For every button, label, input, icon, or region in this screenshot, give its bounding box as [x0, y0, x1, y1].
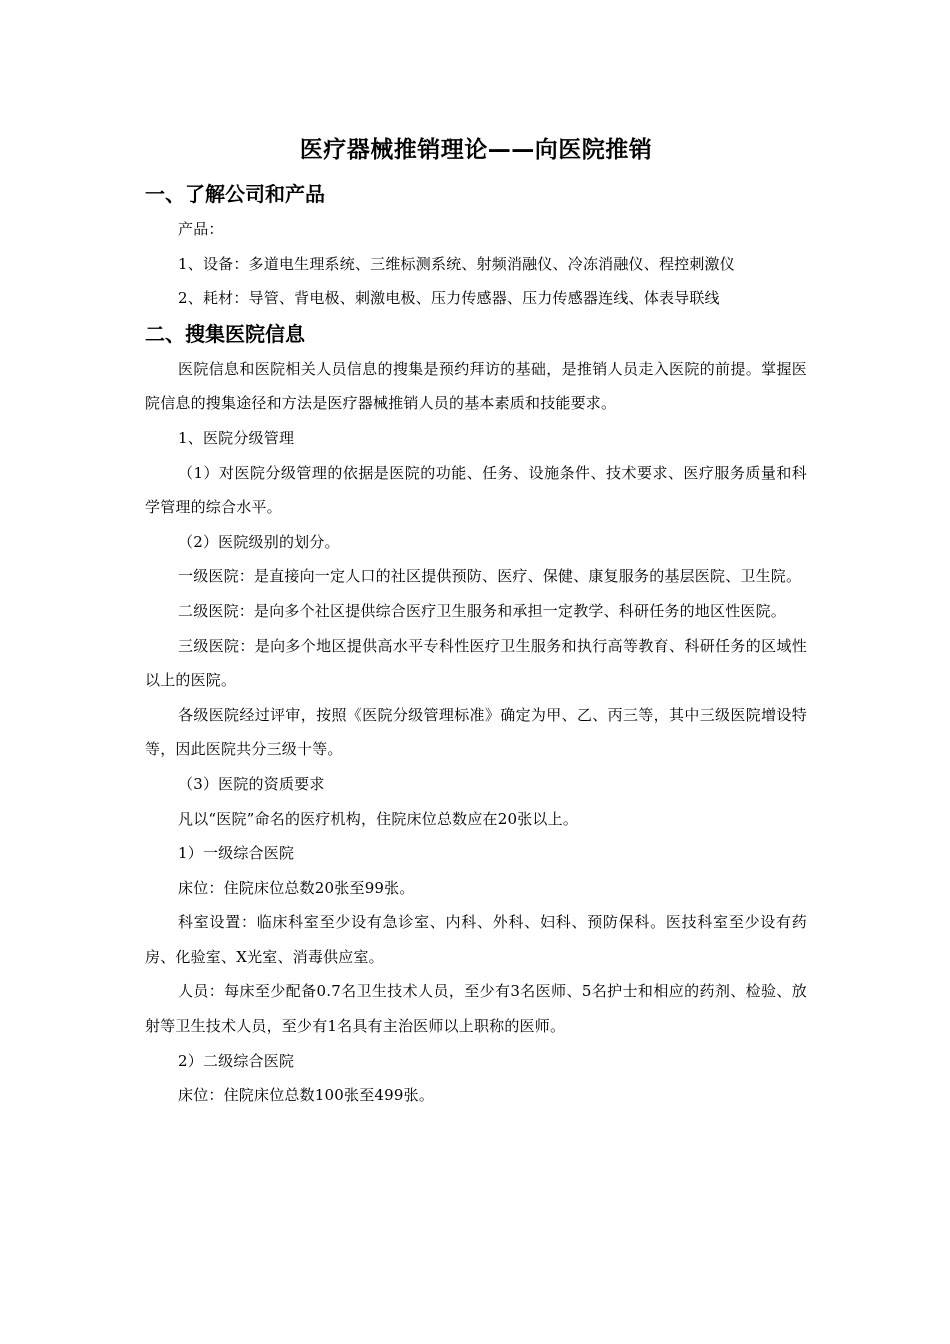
paragraph: 三级医院：是向多个地区提供高水平专科性医疗卫生服务和执行高等教育、科研任务的区域性以上的医院。 — [145, 636, 807, 690]
document-title: 医疗器械推销理论——向医院推销 — [299, 137, 653, 163]
paragraph: 凡以“医院”命名的医疗机构，住院床位总数应在20张以上。 — [178, 809, 579, 828]
paragraph: 1、设备：多道电生理系统、三维标测系统、射频消融仪、冷冻消融仪、程控刺激仪 — [178, 254, 735, 273]
document-page — [145, 130, 807, 1113]
section-heading: 二、搜集医院信息 — [145, 321, 305, 346]
paragraph: 人员：每床至少配备0.7名卫生技术人员，至少有3名医师、5名护士和相应的药剂、检验、放射等卫生技术人员，至少有1名具有主治医师以上职称的医师。 — [145, 982, 807, 1036]
paragraph: （1）对医院分级管理的依据是医院的功能、任务、设施条件、技术要求、医疗服务质量和科学管理的综合水平。 — [145, 463, 807, 517]
section-heading: 一、了解公司和产品 — [145, 182, 325, 206]
paragraph: （2）医院级别的划分。 — [178, 532, 340, 551]
paragraph: 床位：住院床位总数100张至499张。 — [178, 1086, 435, 1105]
paragraph: 各级医院经过评审，按照《医院分级管理标准》确定为甲、乙、丙三等，其中三级医院增设特等，因此医院共分三级十等。 — [145, 705, 807, 759]
paragraph: （3）医院的资质要求 — [178, 774, 325, 793]
paragraph: 科室设置：临床科室至少设有急诊室、内科、外科、妇科、预防保科。医技科室至少设有药房、化验室、X光室、消毒供应室。 — [145, 913, 807, 966]
paragraph: 2、耗材：导管、背电极、刺激电极、压力传感器、压力传感器连线、体表导联线 — [178, 289, 720, 308]
paragraph: 1）一级综合医院 — [178, 844, 295, 863]
paragraph: 一级医院：是直接向一定人口的社区提供预防、医疗、保健、康复服务的基层医院、卫生院。 — [178, 567, 802, 586]
paragraph: 1、医院分级管理 — [178, 428, 295, 447]
paragraph: 2）二级综合医院 — [178, 1051, 295, 1070]
paragraph: 医院信息和医院相关人员信息的搜集是预约拜访的基础，是推销人员走入医院的前提。掌握医院信息的搜集途径和方法是医疗器械推销人员的基本素质和技能要求。 — [145, 359, 807, 413]
paragraph: 床位：住院床位总数20张至99张。 — [178, 878, 415, 897]
paragraph: 二级医院：是向多个社区提供综合医疗卫生服务和承担一定教学、科研任务的地区性医院。 — [178, 601, 787, 620]
paragraph: 产品： — [178, 220, 224, 238]
